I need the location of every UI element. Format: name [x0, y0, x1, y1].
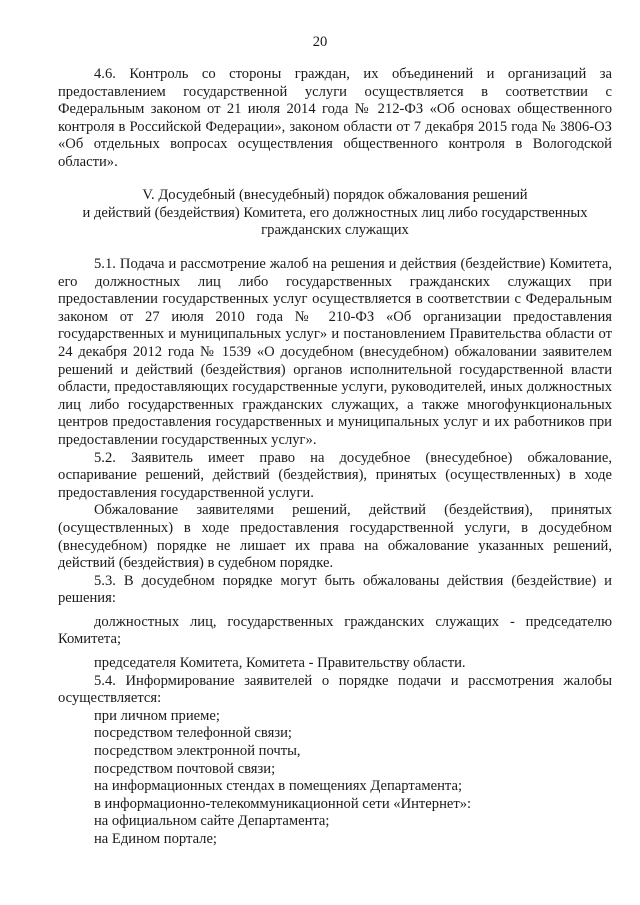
paragraph-5-2: 5.2. Заявитель имеет право на досудебное (внесудебное) обжалование, оспаривание решений, действий (бездействия), принятых (осуществленных) в ходе предоставления государственной услуги. — [58, 449, 612, 501]
page-number: 20 — [312, 34, 328, 50]
section-title-line-2: и действий (бездействия) Комитета, его должностных лиц либо государственных — [82, 204, 588, 221]
paragraph-4-6-block — [58, 66, 612, 172]
list-item: посредством телефонной связи; — [94, 725, 292, 742]
methods-list — [58, 708, 612, 849]
paragraph-5-4: 5.4. Информирование заявителей о порядке подачи и рассмотрения жалобы осуществляется: — [58, 672, 612, 707]
list-item: при личном приеме; — [94, 707, 220, 724]
paragraph-5-3: 5.3. В досудебном порядке могут быть обжалованы действия (бездействие) и решения: — [58, 572, 612, 607]
paragraph-appeal: Обжалование заявителями решений, действий (бездействия), принятых (осуществленных) в ходе предоставления государственной услуги, в досудебном (внесудебном) порядке не лишает их права на обжалование указанных решений, действий (бездействия) в судебном порядке. — [58, 502, 612, 572]
paragraph-chairman: председателя Комитета, Комитета - Правительству области. — [94, 655, 466, 672]
list-item: посредством почтовой связи; — [94, 760, 276, 777]
list-item: в информационно-телекоммуникационной сети «Интернет»: — [94, 795, 472, 812]
section-title-line-3: гражданских служащих — [261, 222, 409, 239]
paragraph-4-6: 4.6. Контроль со стороны граждан, их объединений и организаций за предоставлением государственной услуги осуществляется в соответствии с Федеральным законом от 21 июля 2014 года № 212-ФЗ «Об основах общественного контроля в Российской Федерации», законом области от 7 декабря 2015 года № 3806-ОЗ «Об отдельных вопросах осуществления общественного контроля в Вологодской области». — [58, 66, 612, 170]
list-item: на официальном сайте Департамента; — [94, 813, 330, 830]
section-body — [58, 256, 612, 849]
section-title — [58, 187, 612, 240]
list-item: посредством электронной почты, — [94, 743, 301, 760]
paragraph-5-1: 5.1. Подача и рассмотрение жалоб на решения и действия (бездействие) Комитета, его должностных лиц либо государственных гражданских служащих при предоставлении государственных услуг осуществляется в соответствии с Федеральным законом от 27 июля 2010 года № 210-ФЗ «Об организации предоставления государственных и муниципальных услуг» и постановлением Правительства области от 24 декабря 2012 года № 1539 «О досудебном (внесудебном) обжаловании заявителем решений и действий (бездействия) органов исполнительной государственной власти области, предоставляющих государственные услуги, руководителей, иных должностных лиц либо государственных гражданских служащих, а также многофункциональных центров предоставления государственных и муниципальных услуг и их работников при предоставлении государственных услуг». — [58, 256, 612, 448]
list-item: на Едином портале; — [94, 831, 217, 847]
list-item: на информационных стендах в помещениях Департамента; — [94, 778, 462, 795]
paragraph-officials: должностных лиц, государственных гражданских служащих - председателю Комитета; — [58, 613, 612, 648]
section-title-line-1: V. Досудебный (внесудебный) порядок обжалования решений — [142, 187, 528, 203]
